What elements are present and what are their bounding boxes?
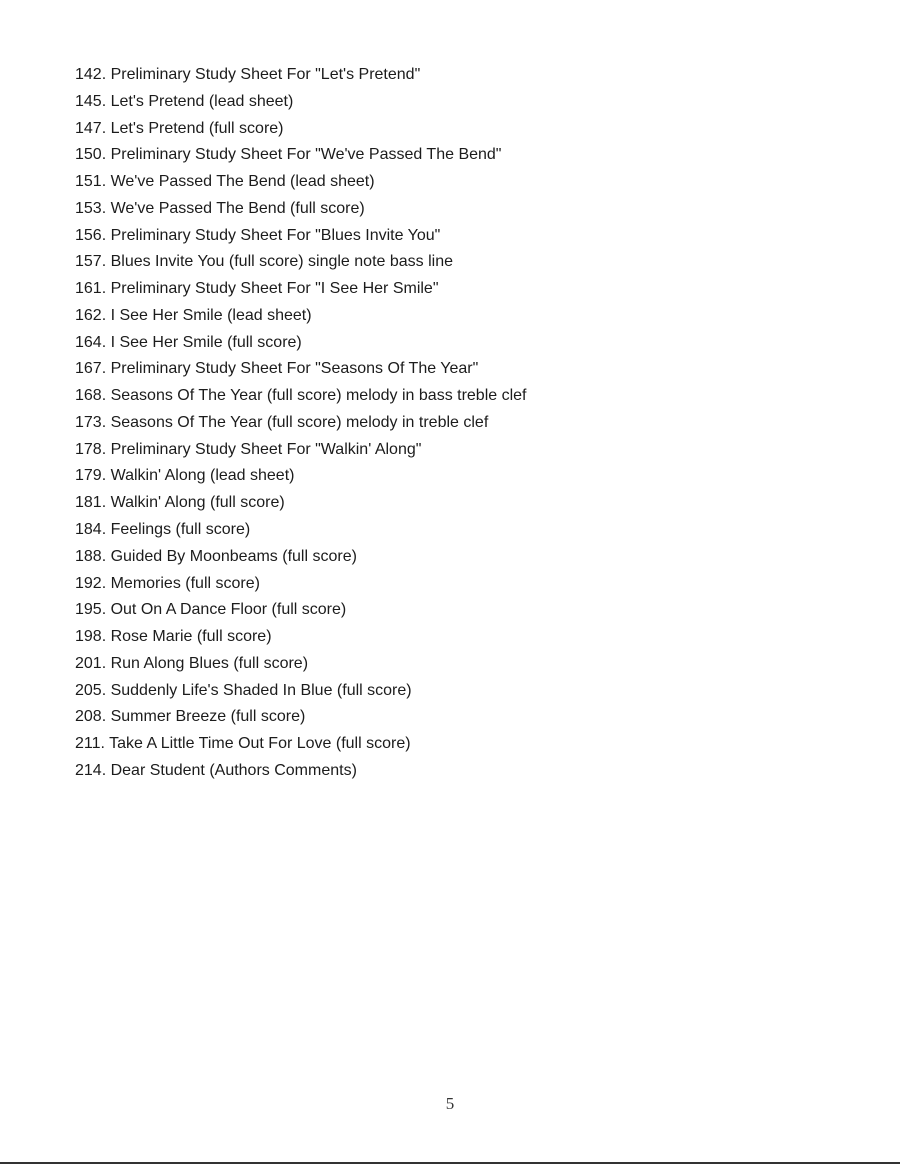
toc-entry: 145. Let's Pretend (lead sheet) [75,92,294,110]
toc-entry: 214. Dear Student (Authors Comments) [75,761,357,779]
toc-entry: 208. Summer Breeze (full score) [75,708,306,726]
toc-entry: 157. Blues Invite You (full score) single note bass line [75,253,454,271]
toc-entry: 173. Seasons Of The Year (full score) melody in treble clef [75,413,489,431]
toc-entry: 205. Suddenly Life's Shaded In Blue (full score) [75,681,412,699]
toc-entry: 184. Feelings (full score) [75,521,251,539]
toc-entry: 168. Seasons Of The Year (full score) melody in bass treble clef [75,387,527,405]
toc-entry: 156. Preliminary Study Sheet For "Blues Invite You" [75,226,441,244]
toc-entry: 195. Out On A Dance Floor (full score) [75,601,347,619]
toc-entry: 192. Memories (full score) [75,574,260,592]
toc-entry: 188. Guided By Moonbeams (full score) [75,547,357,565]
toc-entry: 211. Take A Little Time Out For Love (full score) [75,735,411,753]
toc-entry: 178. Preliminary Study Sheet For "Walkin' Along" [75,440,422,458]
toc-entry: 179. Walkin' Along (lead sheet) [75,467,295,485]
toc-entry: 181. Walkin' Along (full score) [75,494,285,512]
toc-entry: 164. I See Her Smile (full score) [75,333,302,351]
toc-entry: 167. Preliminary Study Sheet For "Seasons Of The Year" [75,360,479,378]
toc-entry: 198. Rose Marie (full score) [75,628,272,646]
toc-entry: 161. Preliminary Study Sheet For "I See Her Smile" [75,280,439,298]
toc-entry: 162. I See Her Smile (lead sheet) [75,306,312,324]
table-of-contents [75,64,835,787]
toc-entry: 147. Let's Pretend (full score) [75,119,284,137]
toc-entry: 151. We've Passed The Bend (lead sheet) [75,173,375,191]
page-number: 5 [445,1094,455,1113]
toc-entry: 201. Run Along Blues (full score) [75,654,309,672]
toc-entry: 142. Preliminary Study Sheet For "Let's Pretend" [75,66,421,83]
toc-entry: 150. Preliminary Study Sheet For "We've Passed The Bend" [75,146,502,164]
toc-entry: 153. We've Passed The Bend (full score) [75,199,365,217]
